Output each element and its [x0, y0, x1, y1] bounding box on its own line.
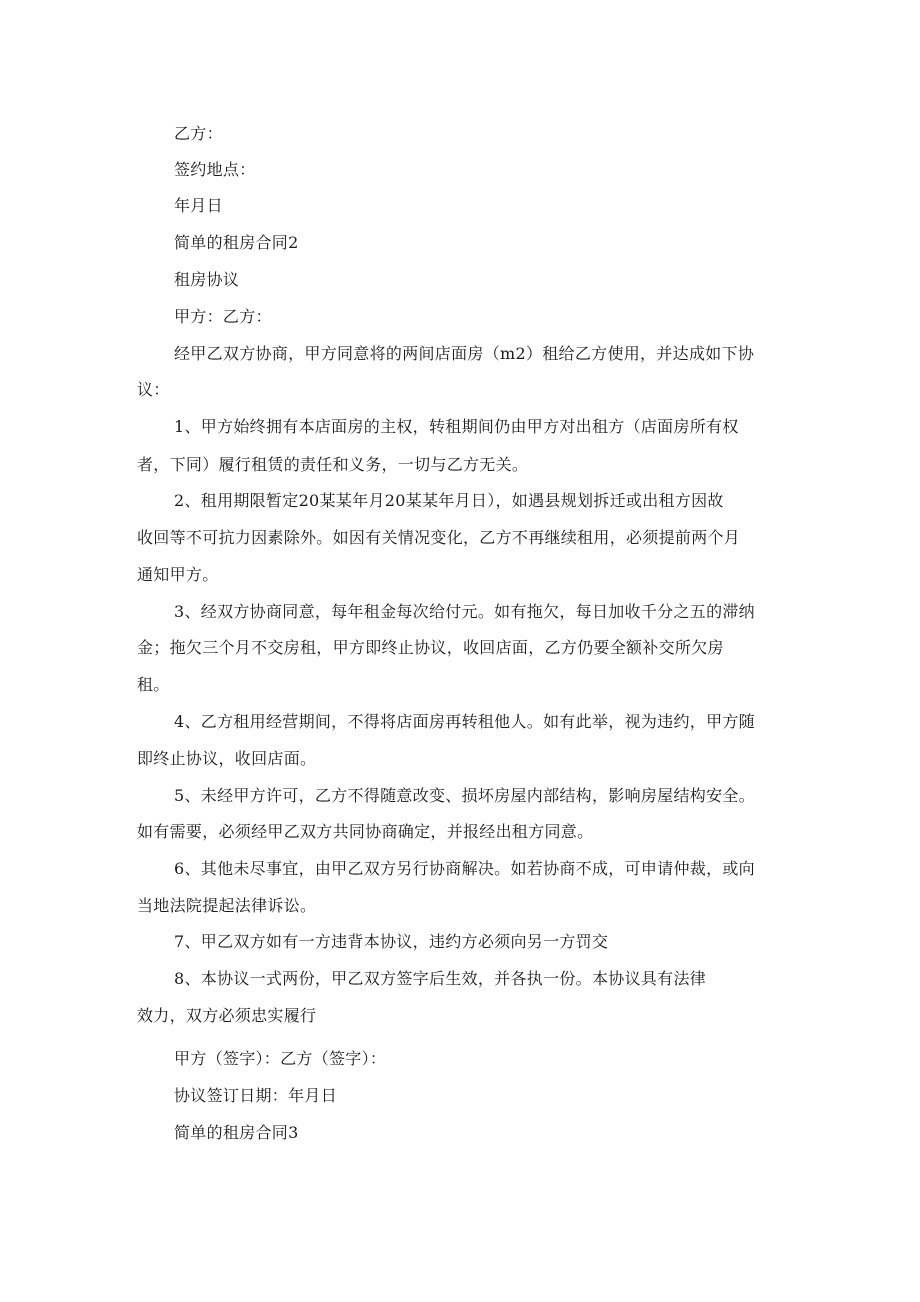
clause-8-line-1: 8、本协议一式两份，甲乙双方签字后生效，并各执一份。本协议具有法律 — [174, 969, 707, 988]
clause-1-line-2: 者，下同）履行租赁的责任和义务，一切与乙方无关。 — [137, 455, 529, 474]
clause-1-line-1: 1、甲方始终拥有本店面房的主权，转租期间仍由甲方对出租方（店面房所有权 — [174, 417, 739, 436]
clause-6-line-2: 当地法院提起法律诉讼。 — [137, 896, 317, 915]
signing-location-line: 签约地点： — [174, 160, 256, 179]
agreement-title: 租房协议 — [174, 270, 240, 289]
clause-8-line-2: 效力，双方必须忠实履行 — [137, 1006, 317, 1025]
party-b-line: 乙方： — [174, 124, 223, 143]
section-title-2: 简单的租房合同2 — [174, 233, 299, 252]
clause-3-line-3: 租。 — [137, 675, 170, 694]
clause-2-line-2: 收回等不可抗力因素除外。如因有关情况变化，乙方不再继续租用，必须提前两个月 — [137, 528, 741, 547]
date-line: 年月日 — [174, 196, 223, 215]
clause-4-line-1: 4、乙方租用经营期间，不得将店面房再转租他人。如有此举，视为违约，甲方随 — [174, 712, 755, 731]
clause-2-line-1: 2、租用期限暂定20某某年月20某某年月日），如遇县规划拆迁或出租方因故 — [174, 491, 724, 510]
clause-3-line-1: 3、经双方协商同意，每年租金每次给付元。如有拖欠，每日加收千分之五的滞纳 — [174, 602, 755, 621]
clause-2-line-3: 通知甲方。 — [137, 565, 219, 584]
clause-5-line-1: 5、未经甲方许可，乙方不得随意改变、损坏房屋内部结构，影响房屋结构安全。 — [174, 786, 755, 805]
clause-4-line-2: 即终止协议，收回店面。 — [137, 749, 317, 768]
parties-line: 甲方：乙方： — [174, 307, 272, 326]
clause-7-line: 7、甲乙双方如有一方违背本协议，违约方必须向另一方罚交 — [174, 932, 609, 951]
signing-date-line: 协议签订日期：年月日 — [174, 1086, 338, 1105]
signature-line: 甲方（签字）：乙方（签字）： — [174, 1049, 387, 1068]
clause-3-line-2: 金；拖欠三个月不交房租，甲方即终止协议，收回店面，乙方仍要全额补交所欠房 — [137, 638, 724, 657]
clause-6-line-1: 6、其他未尽事宜，由甲乙双方另行协商解决。如若协商不成，可申请仲裁，或向 — [174, 859, 755, 878]
section-title-3: 简单的租房合同3 — [174, 1123, 299, 1142]
intro-paragraph-line-2: 议： — [137, 380, 170, 399]
clause-5-line-2: 如有需要，必须经甲乙双方共同协商确定，并报经出租方同意。 — [137, 822, 594, 841]
intro-paragraph-line-1: 经甲乙双方协商，甲方同意将的两间店面房（m2）租给乙方使用，并达成如下协 — [174, 344, 755, 363]
